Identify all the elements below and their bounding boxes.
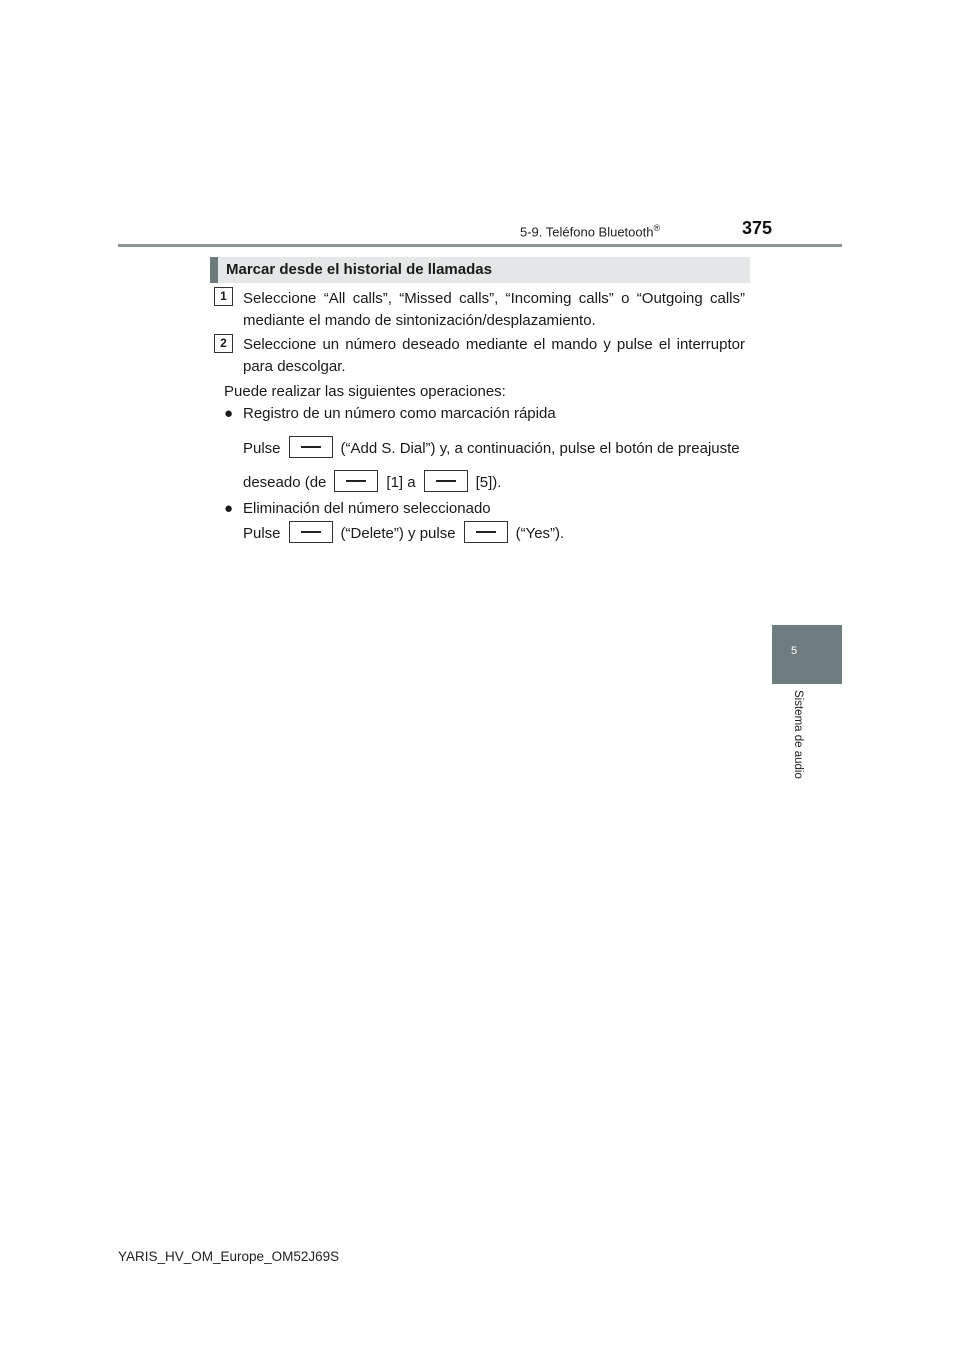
footer-doc-code: YARIS_HV_OM_Europe_OM52J69S (118, 1249, 340, 1264)
preset-5-button-icon (424, 470, 468, 492)
op-1-line-2-a: deseado (de (243, 474, 327, 491)
add-speed-dial-button-icon (289, 436, 333, 458)
section-heading-accent (210, 257, 218, 283)
step-2-text: Seleccione un número deseado mediante el mando y pulse el interruptor para descolgar. (243, 336, 745, 375)
op-2-title: Eliminación del número seleccionado (243, 500, 491, 517)
chapter-tab (772, 625, 842, 684)
operations-intro: Puede realizar las siguientes operaciones: (224, 383, 506, 400)
step-1-text: Seleccione “All calls”, “Missed calls”, “Incoming calls” o “Outgoing calls” mediante el mando de sintonización/desplazamiento. (243, 290, 745, 329)
op-1-line-1-b: (“Add S. Dial”) y, a continuación, pulse el botón de preajuste (340, 440, 740, 457)
header-divider (118, 244, 842, 247)
preset-1-button-icon (334, 470, 378, 492)
header-section-title (520, 223, 660, 239)
op-1-line-1 (243, 438, 740, 460)
op-1-title: Registro de un número como marcación rápida (243, 405, 556, 422)
chapter-number: 5 (790, 645, 798, 657)
step-number-1: 1 (214, 287, 233, 306)
header-section-text: 5-9. Teléfono Bluetooth (520, 224, 654, 240)
delete-button-icon (289, 521, 333, 543)
registered-mark: ® (653, 223, 661, 233)
op-1-line-2-b: [1] a (386, 474, 416, 491)
chapter-label: Sistema de audio (792, 690, 804, 779)
op-1-line-2-c: [5]). (475, 474, 502, 491)
step-number-2: 2 (214, 334, 233, 353)
op-1-line-1-a: Pulse (243, 440, 281, 457)
section-heading-title: Marcar desde el historial de llamadas (226, 261, 492, 278)
section-heading (210, 257, 750, 283)
page-number: 375 (742, 218, 773, 238)
op-2-line-1-a: Pulse (243, 525, 281, 542)
op-2-line-1-b: (“Delete”) y pulse (340, 525, 456, 542)
op-1-line-2 (243, 472, 501, 494)
op-2-line-1 (243, 523, 564, 545)
bullet-icon: ● (224, 405, 234, 422)
bullet-icon: ● (224, 500, 234, 517)
yes-button-icon (464, 521, 508, 543)
op-2-line-1-c: (“Yes”). (515, 525, 565, 542)
